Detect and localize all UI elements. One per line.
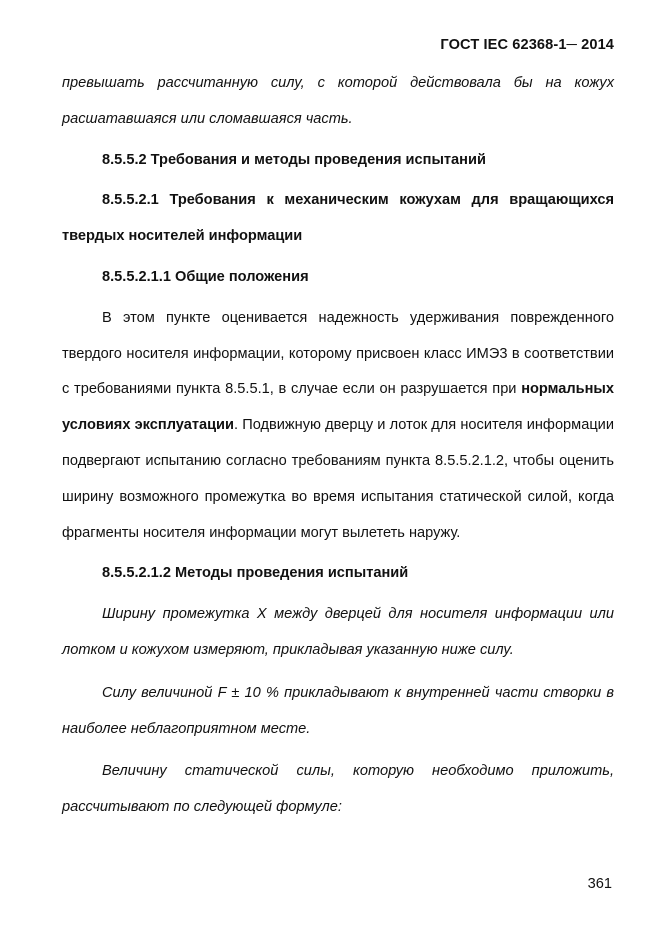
document-header: ГОСТ IEC 62368-1─ 2014 xyxy=(440,37,614,53)
defined-term: нормальных условиях эксплуатации xyxy=(62,381,614,434)
page-body xyxy=(62,66,614,826)
general-paragraph-part1: В этом пункте оценивается надежность удерживания поврежденного твердого носителя информации, которому присвоен класс ИМЭ3 в соответствии с требованиями пункта 8.5.5.1, в случае если он разрушается при xyxy=(62,309,614,398)
gap-measure-paragraph: Ширину промежутка X между дверцей для носителя информации или лотком и кожухом измеряют, прикладывая указанную ниже силу. xyxy=(62,606,614,658)
page-number: 361 xyxy=(587,876,612,892)
general-paragraph-part2: . Подвижную дверцу и лоток для носителя информации подвергают испытанию согласно требованиям пункта 8.5.5.2.1.2, чтобы оценить ширину возможного промежутка во время испытания статической силой, когда фрагменты носителя информации могут вылететь наружу. xyxy=(62,417,614,541)
section-heading-8-5-5-2-1-2: 8.5.5.2.1.2 Методы проведения испытаний xyxy=(102,565,409,582)
section-heading-8-5-5-2: 8.5.5.2 Требования и методы проведения испытаний xyxy=(102,151,486,168)
formula-intro-paragraph: Величину статической силы, которую необходимо приложить, рассчитывают по следующей формуле: xyxy=(62,763,614,816)
force-paragraph: Силу величиной F ± 10 % прикладывают к внутренней части створки в наиболее неблагоприятном месте. xyxy=(62,684,614,737)
general-paragraph xyxy=(62,301,614,552)
section-heading-8-5-5-2-1: 8.5.5.2.1 Требования к механическим кожухам для вращающихся твердых носителей информации xyxy=(62,192,614,245)
section-heading-8-5-5-2-1-1: 8.5.5.2.1.1 Общие положения xyxy=(102,268,309,285)
continuation-paragraph: превышать рассчитанную силу, с которой действовала бы на кожух расшатавшаяся или сломавшаяся часть. xyxy=(62,75,614,127)
